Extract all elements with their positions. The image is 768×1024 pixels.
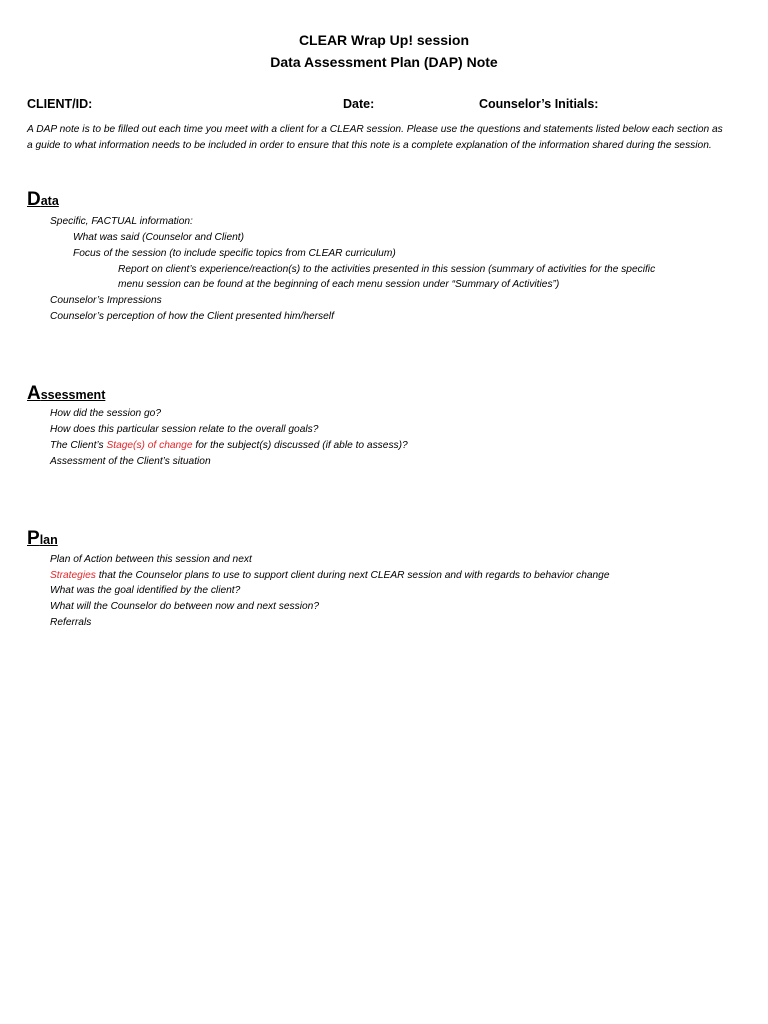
strategies-suffix: that the Counselor plans to use to support client during next CLEAR session and with regards to behavior change (95, 570, 610, 581)
assessment-how-go-line: How did the session go? (50, 408, 161, 419)
assessment-situation-line: Assessment of the Client’s situation (50, 456, 211, 467)
assessment-section-heading (27, 384, 105, 405)
data-heading-rest: ata (40, 194, 59, 208)
strategies-highlight: Strategies (50, 570, 96, 581)
data-what-said-line: What was said (Counselor and Client) (73, 232, 244, 243)
plan-section-heading (27, 529, 58, 550)
client-id-label: CLIENT/ID: (27, 97, 93, 111)
data-focus-line: Focus of the session (to include specific topics from CLEAR curriculum) (73, 248, 396, 259)
plan-goal-line: What was the goal identified by the client? (50, 585, 241, 596)
stage-suffix: for the subject(s) discussed (if able to assess)? (192, 440, 408, 451)
data-report-line-2: menu session can be found at the beginning of each menu session under “Summary of Activities”) (118, 279, 560, 290)
assessment-relate-line: How does this particular session relate to the overall goals? (50, 424, 319, 435)
assessment-stage-line (50, 438, 408, 454)
assessment-heading-initial: A (27, 383, 41, 404)
plan-referrals-line: Referrals (50, 617, 92, 628)
plan-action-line: Plan of Action between this session and next (50, 554, 252, 565)
data-specific-line: Specific, FACTUAL information: (50, 216, 193, 227)
plan-heading-rest: lan (39, 533, 58, 547)
assessment-heading-rest: ssessment (40, 388, 106, 402)
document-subtitle: Data Assessment Plan (DAP) Note (270, 54, 498, 70)
stage-of-change-highlight: Stage(s) of change (106, 440, 193, 451)
data-impressions-line: Counselor’s Impressions (50, 295, 162, 306)
data-heading-initial: D (27, 189, 41, 210)
stage-prefix: The Client’s (50, 440, 107, 451)
data-perception-line: Counselor’s perception of how the Client presented him/herself (50, 311, 334, 322)
intro-paragraph: A DAP note is to be filled out each time you meet with a client for a CLEAR session. Please use the questions and statements listed below each section as a guide to what information needs to be included in order to ensure that this note is a complete explanation of the information shared during the session. (27, 124, 723, 152)
document-title: CLEAR Wrap Up! session (298, 32, 470, 48)
counselor-initials-label: Counselor’s Initials: (479, 97, 599, 111)
plan-heading-initial: P (27, 528, 40, 549)
data-report-line-1: Report on client’s experience/reaction(s) to the activities presented in this session (summary of activities for the specific (118, 264, 656, 275)
date-label: Date: (343, 97, 375, 111)
plan-strategies-line (50, 568, 610, 584)
data-section-heading (27, 190, 59, 211)
plan-counselor-do-line: What will the Counselor do between now and next session? (50, 601, 319, 612)
